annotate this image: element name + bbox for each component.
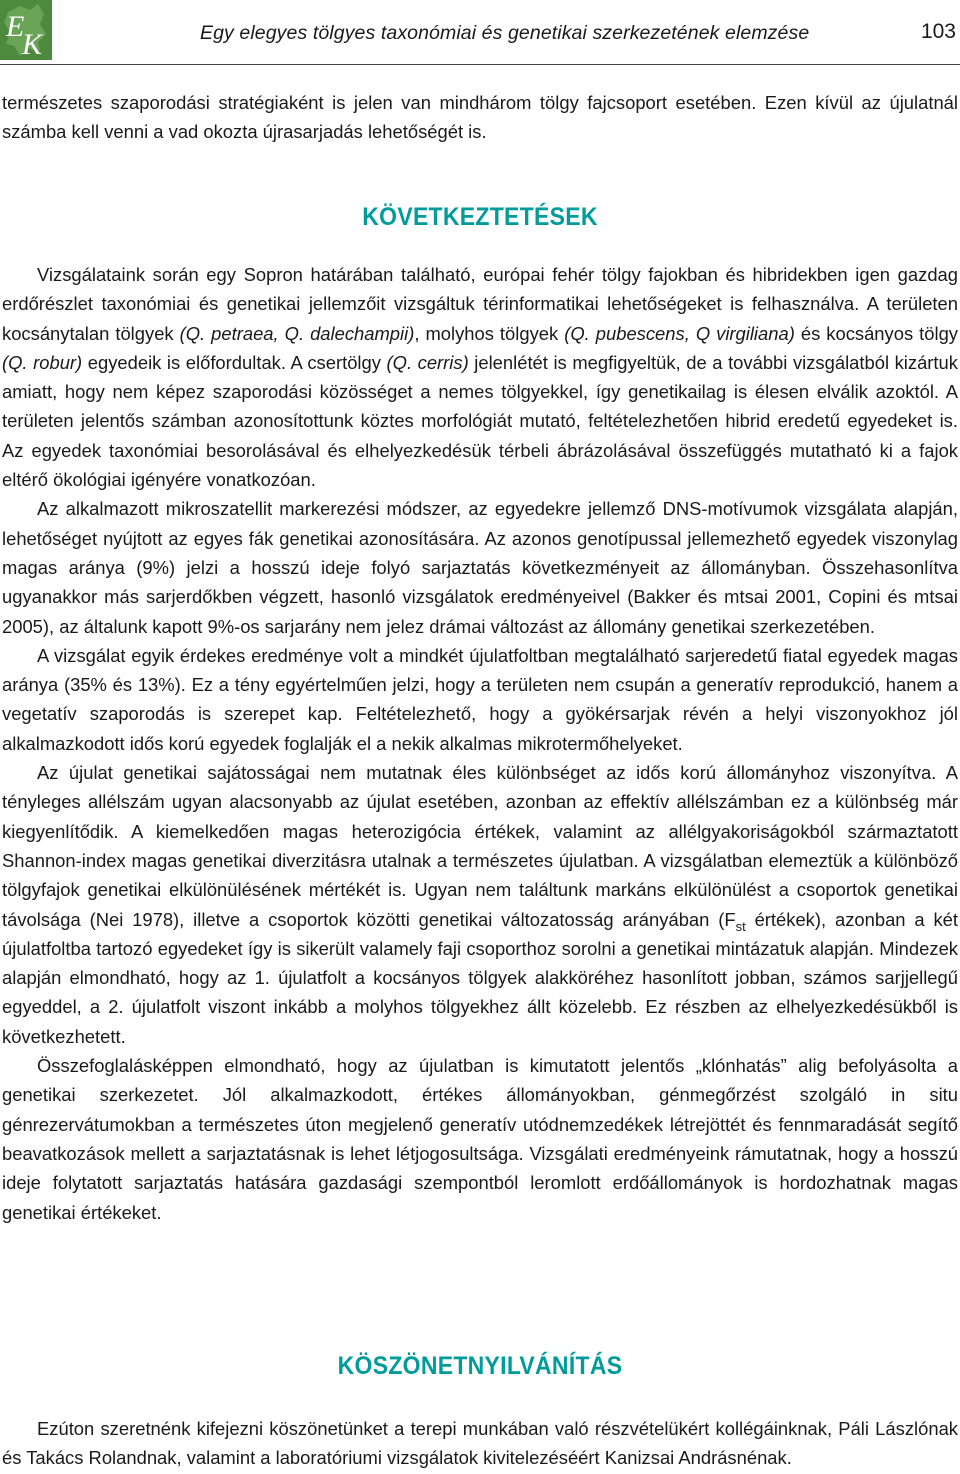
species-names: (Q. cerris) [386, 351, 469, 373]
species-names: (Q. pubescens, Q virgiliana) [564, 322, 795, 344]
page-number: 103 [920, 20, 956, 43]
acknowledgements-paragraph: Ezúton szeretnénk kifejezni köszönetünket a terepi munkában való részvételükért kollégáinknak, Páli Lászlónak és Takács Rolandnak, valamint a laboratóriumi vizsgálatok kivitelezéséért Kanizsai Andrásnénak. [2, 1418, 958, 1469]
svg-text:K: K [22, 28, 43, 60]
journal-logo [0, 0, 52, 60]
conclusions-section [2, 260, 958, 1227]
svg-text:E: E [6, 10, 25, 43]
conclusions-paragraph-5: Összefoglalásképpen elmondható, hogy az újulatban is kimutatott jelentős „klónhatás” alig befolyásolta a genetikai szerkezetet. Jól alkalmazkodott, értékes állományokban, génmegőrzést szolgáló in situ génrezervátumokban a természetes úton megjelenő generatív utódnemzedékek létrejöttét és fennmaradását segítő beavatkozások mellett a sarjaztatásnak is lehet létjogosultsága. Vizsgálati eredményeink rámutatnak, hogy a hosszú ideje folytatott sarjaztatás hatására gazdasági szempontból leromlott erdőállományok is hordozhatnak magas genetikai értékeket. [2, 1055, 958, 1223]
subscript: st [735, 918, 746, 934]
conclusions-paragraph-1 [2, 260, 958, 494]
intro-paragraph: természetes szaporodási stratégiaként is jelen van mindhárom tölgy fajcsoport esetében. Ezen kívül az újulatnál számba kell venni a vad okozta újrasarjadás lehetőségét is. [2, 92, 958, 143]
header-divider [0, 64, 960, 65]
text-run: egyedeik is előfordultak. A csertölgy [82, 351, 387, 373]
species-names: (Q. petraea, Q. dalechampii) [179, 322, 415, 344]
conclusions-paragraph-2: Az alkalmazott mikroszatellit markerezési módszer, az egyedekre jellemző DNS-motívumok vizsgálata alapján, lehetőséget nyújtott az egyes fák genetikai azonosítására. Az azonos genotípussal jellemezhető egyedek viszonylag magas aránya (9%) jelzi a hosszú ideje folyó sarjaztatás következményeit az állományban. Összehasonlítva ugyanakkor más sarjerdőkben végzett, hasonló vizsgálatok eredményeivel (Bakker és mtsai 2001, Copini és mtsai 2005), az általunk kapott 9%-os sarjarány nem jelez drámai változást az állomány genetikai szerkezetében. [2, 498, 958, 637]
intro-text [2, 88, 958, 147]
conclusions-paragraph-3: A vizsgálat egyik érdekes eredménye volt a mindkét újulatfoltban megtalálható sarjeredetű fiatal egyedek magas aránya (35% és 13%). Ez a tény egyértelműen jelzi, hogy a területen nem csupán a generatív reprodukció, hanem a vegetatív szaporodás is szerepet kap. Feltételezhető, hogy a gyökérsarjak révén a helyi viszonyokhoz jól alkalmazkodott idős korú egyedek foglalják el a nekik alkalmas mikrotermőhelyeket. [2, 644, 958, 754]
conclusions-paragraph-4 [2, 758, 958, 1051]
text-run: értékek), azonban a két újulatfoltba tartozó egyedeket így is sikerült valamely faji csoporthoz sorolni a genetikai mintázatuk alapján. Mindezek alapján elmondható, hogy az 1. újulatfolt a kocsányos tölgyek alakköréhez hasonlított jobban, számos sarjjellegű egyeddel, a 2. újulatfolt viszont inkább a molyhos tölgyekhez állt közelebb. Ez részben az elhelyezkedésükből is következhetett. [2, 908, 958, 1047]
acknowledgements-section [2, 1414, 958, 1473]
text-run: Vizsgálataink során egy Sopron határában található, európai fehér tölgy fajokban és hibridekben igen gazdag erdőrészlet taxonómiai és genetikai jellemzőit vizsgáltuk térinformatikai lehetőségeket is felhasználva. A területen kocsánytalan tölgyek [2, 264, 958, 344]
text-run: jelenlétét is megfigyeltük, de a további vizsgálatból kizártuk amiatt, hogy nem képez szaporodási közösséget a nemes tölgyekkel, így genetikailag is élesen elválik azoktól. A területen jelentős számban azonosítottunk köztes morfológiát mutató, feltételezhetően hibrid eredetű egyedeket is. Az egyedek taxonómiai besorolásával és elhelyezkedésük térbeli ábrázolásával összefüggés mutatható ki a fajok eltérő ökológiai igényére vonatkozóan. [2, 351, 958, 491]
running-title: Egy elegyes tölgyes taxonómiai és genetikai szerkezetének elemzése [200, 22, 810, 44]
page-header [0, 0, 960, 66]
text-run: és kocsányos tölgy [794, 322, 959, 344]
text-run: Az újulat genetikai sajátosságai nem mutatnak éles különbséget az idős korú állományhoz viszonyítva. A tényleges allélszám ugyan alacsonyabb az újulat esetében, azonban az effektív allélszámban ez a különbség már kiegyenlítődik. A kiemelkedően magas heterozigócia értékek, valamint az allélgyakoriságokból származtatott Shannon-index magas genetikai diverzitásra utalnak a természetes újulatban. A vizsgálatban elemeztük a különböző tölgyfajok genetikai elkülönülésének mértékét is. Ugyan nem találtunk markáns elkülönülést a csoportok genetikai távolsága (Nei 1978), illetve a csoportok közötti genetikai változatosság arányában (F [2, 762, 958, 930]
species-names: (Q. robur) [2, 351, 83, 373]
section-heading-conclusions: KÖVETKEZTETÉSEK [362, 203, 598, 231]
leaf-logo-icon [0, 0, 52, 60]
section-heading-acknowledgements: KÖSZÖNETNYILVÁNÍTÁS [337, 1352, 623, 1380]
text-run: , molyhos tölgyek [414, 322, 565, 344]
